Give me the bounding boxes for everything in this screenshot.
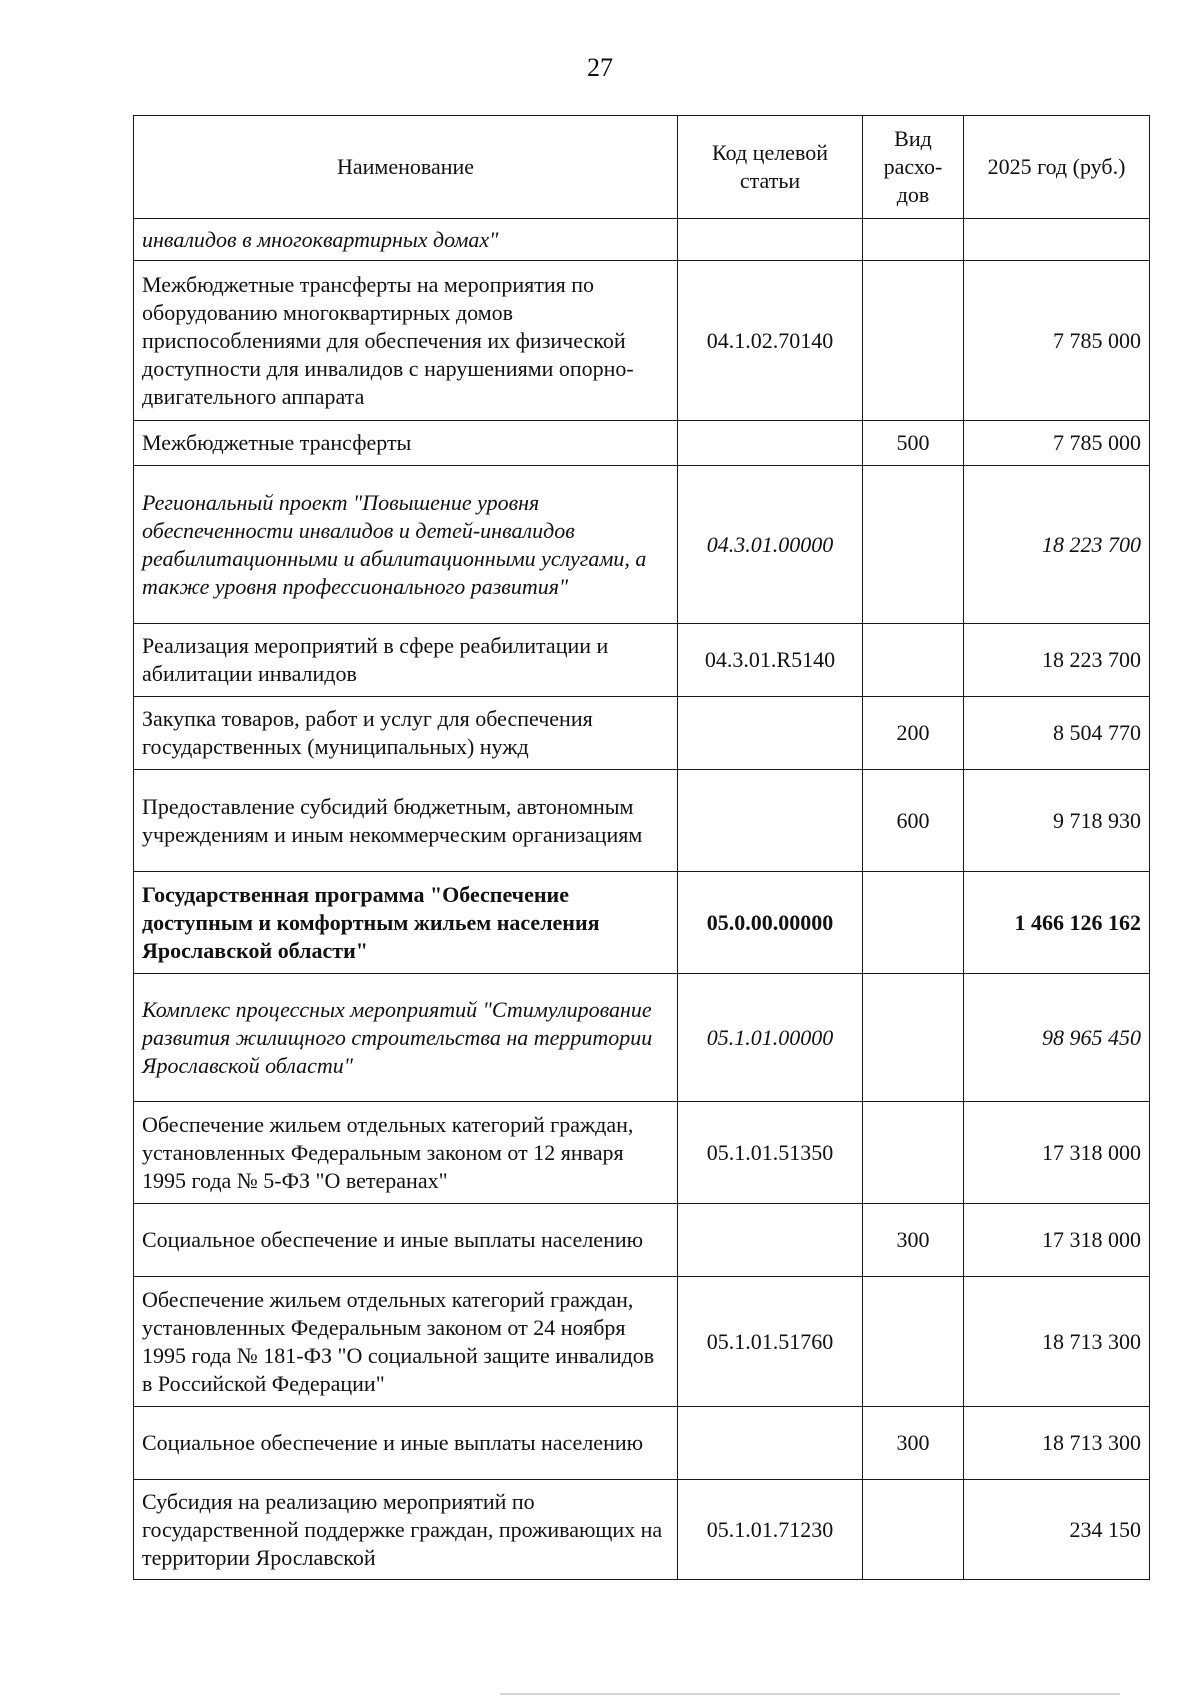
cell-code: 05.1.01.51760 xyxy=(678,1277,863,1407)
cell-type: 500 xyxy=(863,421,964,466)
cell-code: 05.0.00.00000 xyxy=(678,872,863,974)
cell-type xyxy=(863,624,964,697)
cell-type: 300 xyxy=(863,1204,964,1277)
cell-code xyxy=(678,1204,863,1277)
table-row xyxy=(134,1204,1150,1277)
cell-amount: 98 965 450 xyxy=(964,974,1150,1102)
cell-code xyxy=(678,421,863,466)
cell-amount: 1 466 126 162 xyxy=(964,872,1150,974)
cell-amount: 18 713 300 xyxy=(964,1407,1150,1480)
cell-type: 200 xyxy=(863,697,964,770)
cell-name: Межбюджетные трансферты xyxy=(134,421,678,466)
table-body xyxy=(134,219,1150,1580)
cell-name: Региональный проект "Повышение уровня обеспеченности инвалидов и детей-инвалидов реабилитационными и абилитационными услугами, а также уровня профессионального развития" xyxy=(134,466,678,624)
table-row xyxy=(134,1277,1150,1407)
cell-name: Межбюджетные трансферты на мероприятия по оборудованию многоквартирных домов приспособлениями для обеспечения их физической доступности для инвалидов с нарушениями опорно-двигательного аппарата xyxy=(134,261,678,421)
table-row xyxy=(134,1102,1150,1204)
table-row xyxy=(134,697,1150,770)
cell-amount: 234 150 xyxy=(964,1480,1150,1580)
table-row xyxy=(134,219,1150,261)
cell-amount: 17 318 000 xyxy=(964,1204,1150,1277)
table-row xyxy=(134,1480,1150,1580)
page-number: 27 xyxy=(587,53,613,82)
cell-name: инвалидов в многоквартирных домах" xyxy=(134,219,678,261)
cell-type xyxy=(863,466,964,624)
cell-type xyxy=(863,219,964,261)
cell-type xyxy=(863,1480,964,1580)
cell-amount: 9 718 930 xyxy=(964,770,1150,872)
cell-amount: 18 223 700 xyxy=(964,624,1150,697)
cell-name: Социальное обеспечение и иные выплаты населению xyxy=(134,1204,678,1277)
cell-code: 05.1.01.51350 xyxy=(678,1102,863,1204)
table-row xyxy=(134,872,1150,974)
cell-type: 600 xyxy=(863,770,964,872)
cell-type xyxy=(863,1277,964,1407)
table-row xyxy=(134,466,1150,624)
table-row xyxy=(134,770,1150,872)
cell-code: 04.3.01.00000 xyxy=(678,466,863,624)
cell-type xyxy=(863,1102,964,1204)
cell-name: Реализация мероприятий в сфере реабилитации и абилитации инвалидов xyxy=(134,624,678,697)
cell-code xyxy=(678,219,863,261)
table-row xyxy=(134,624,1150,697)
cell-type: 300 xyxy=(863,1407,964,1480)
header-type: Вид расхо-дов xyxy=(863,116,964,219)
cell-amount: 7 785 000 xyxy=(964,261,1150,421)
table-header-row xyxy=(134,116,1150,219)
table-row xyxy=(134,421,1150,466)
cell-code xyxy=(678,1407,863,1480)
cell-code xyxy=(678,770,863,872)
cell-name: Обеспечение жильем отдельных категорий граждан, установленных Федеральным законом от 12 января 1995 года № 5-ФЗ "О ветеранах" xyxy=(134,1102,678,1204)
table-row xyxy=(134,1407,1150,1480)
header-code: Код целевой статьи xyxy=(678,116,863,219)
table-row xyxy=(134,974,1150,1102)
cell-name: Закупка товаров, работ и услуг для обеспечения государственных (муниципальных) нужд xyxy=(134,697,678,770)
scan-edge-line xyxy=(500,1693,1120,1695)
cell-name: Государственная программа "Обеспечение доступным и комфортным жильем населения Ярославской области" xyxy=(134,872,678,974)
cell-amount: 7 785 000 xyxy=(964,421,1150,466)
table-row xyxy=(134,261,1150,421)
cell-amount: 18 223 700 xyxy=(964,466,1150,624)
cell-type xyxy=(863,261,964,421)
cell-amount xyxy=(964,219,1150,261)
header-name: Наименование xyxy=(134,116,678,219)
cell-name: Субсидия на реализацию мероприятий по государственной поддержке граждан, проживающих на территории Ярославской xyxy=(134,1480,678,1580)
cell-code: 05.1.01.71230 xyxy=(678,1480,863,1580)
cell-code: 04.3.01.R5140 xyxy=(678,624,863,697)
cell-code xyxy=(678,697,863,770)
cell-name: Социальное обеспечение и иные выплаты населению xyxy=(134,1407,678,1480)
cell-amount: 8 504 770 xyxy=(964,697,1150,770)
cell-name: Предоставление субсидий бюджетным, автономным учреждениям и иным некоммерческим организациям xyxy=(134,770,678,872)
cell-code: 04.1.02.70140 xyxy=(678,261,863,421)
cell-name: Комплекс процессных мероприятий "Стимулирование развития жилищного строительства на территории Ярославской области" xyxy=(134,974,678,1102)
cell-code: 05.1.01.00000 xyxy=(678,974,863,1102)
cell-name: Обеспечение жильем отдельных категорий граждан, установленных Федеральным законом от 24 ноября 1995 года № 181-ФЗ "О социальной защите инвалидов в Российской Федерации" xyxy=(134,1277,678,1407)
header-amount: 2025 год (руб.) xyxy=(964,116,1150,219)
cell-type xyxy=(863,974,964,1102)
budget-table xyxy=(133,115,1150,1580)
cell-amount: 18 713 300 xyxy=(964,1277,1150,1407)
cell-type xyxy=(863,872,964,974)
cell-amount: 17 318 000 xyxy=(964,1102,1150,1204)
